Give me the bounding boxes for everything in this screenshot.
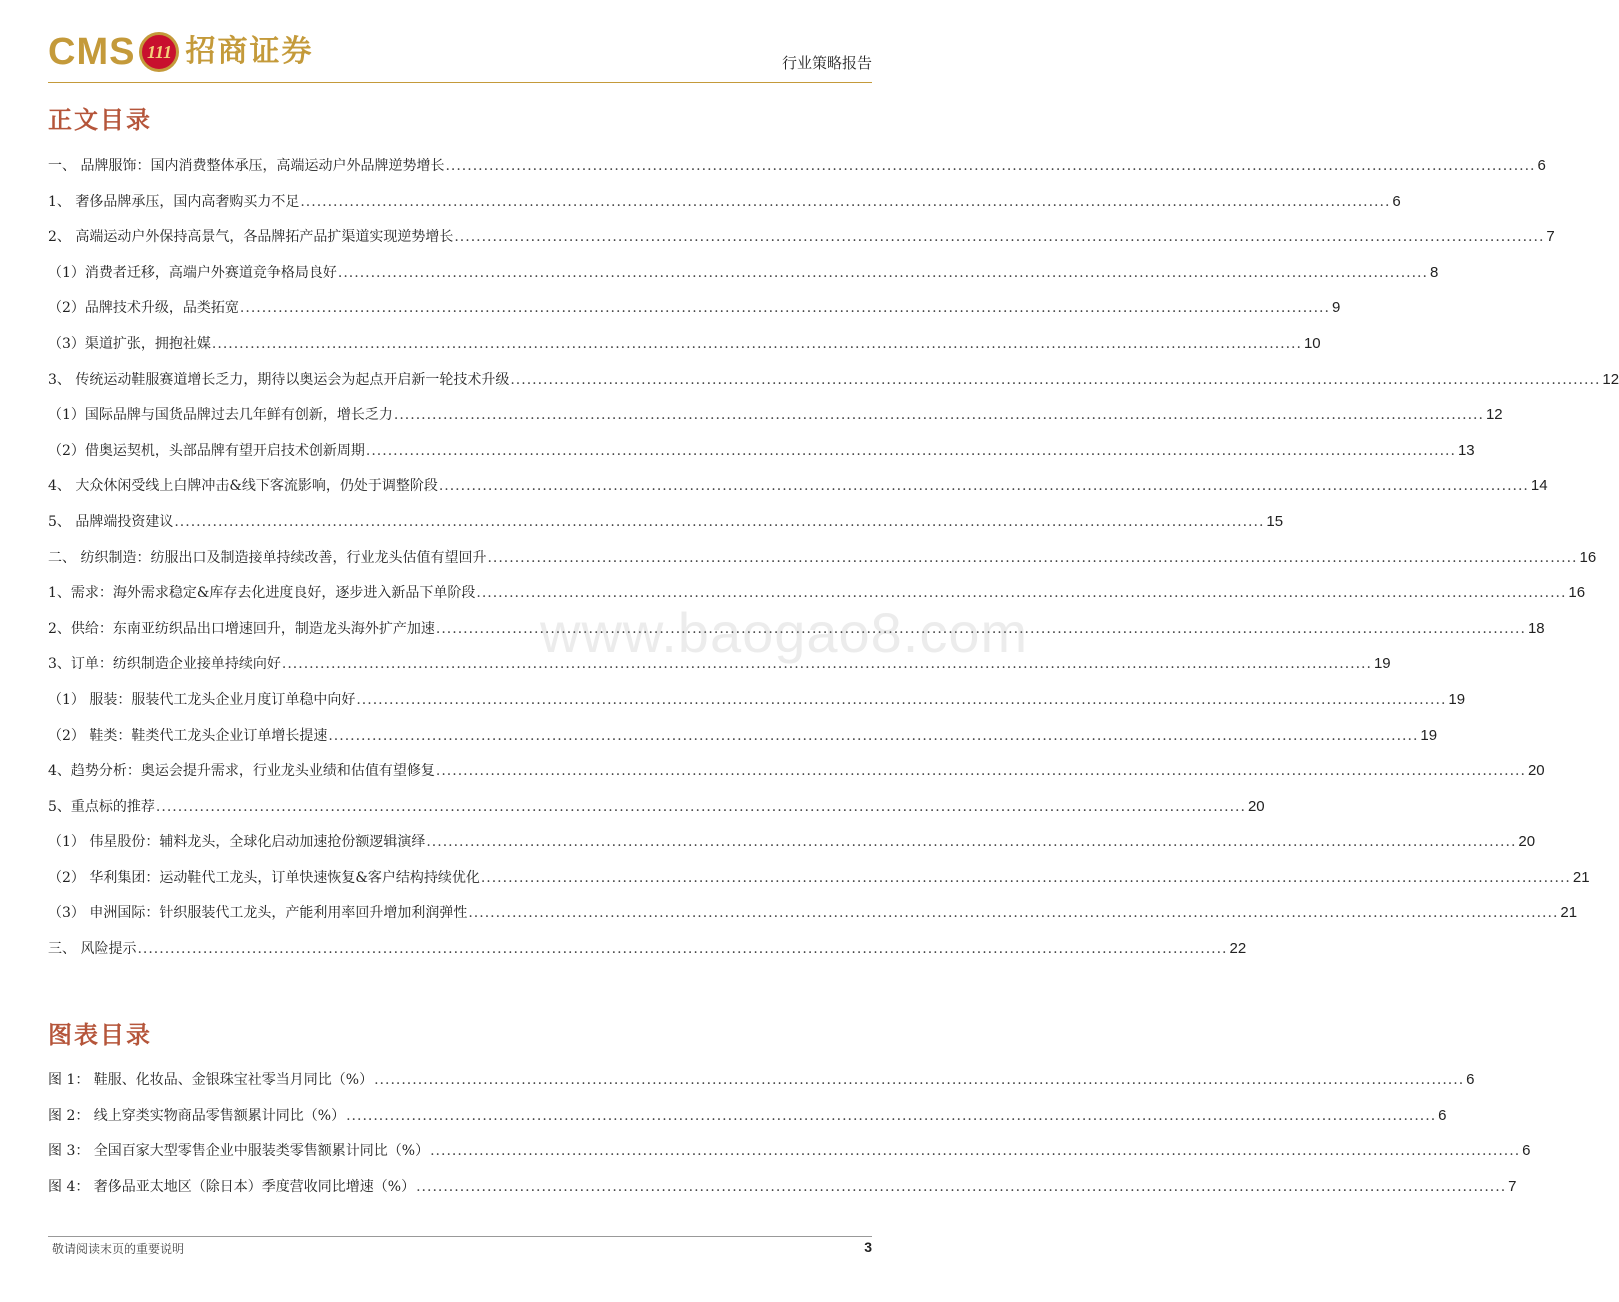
dot-leader xyxy=(416,1175,1506,1199)
figure-entry[interactable] xyxy=(48,1104,1447,1140)
dot-leader xyxy=(212,332,1302,356)
toc-entry-page: 19 xyxy=(1373,655,1391,673)
toc-entry-page: 16 xyxy=(1568,584,1586,602)
toc-entry-page: 20 xyxy=(1247,797,1265,815)
toc-entry-page: 7 xyxy=(1546,228,1555,246)
toc-entry-label: 5、重点标的推荐 xyxy=(48,798,155,815)
figure-entry[interactable] xyxy=(48,1139,1531,1175)
toc-entry[interactable] xyxy=(48,866,1590,902)
dot-leader xyxy=(374,1068,1464,1092)
dot-leader xyxy=(481,866,1571,890)
toc-entry-page: 6 xyxy=(1537,157,1546,174)
toc-entry-page: 10 xyxy=(1303,334,1321,352)
figure-entry-page: 6 xyxy=(1466,1071,1475,1088)
dot-leader xyxy=(328,724,1418,748)
toc-entry-page: 18 xyxy=(1527,619,1545,637)
dot-leader xyxy=(476,581,1566,605)
toc-entry-page: 12 xyxy=(1602,370,1619,388)
toc-entry-page: 6 xyxy=(1392,192,1401,210)
header-divider xyxy=(48,82,872,83)
figure-entry-page: 6 xyxy=(1438,1106,1447,1124)
toc-entry[interactable] xyxy=(48,261,1439,297)
dot-leader xyxy=(439,474,1529,498)
toc-entry-page: 16 xyxy=(1579,548,1597,566)
toc-entry[interactable] xyxy=(48,510,1284,546)
toc-entry-page: 12 xyxy=(1485,406,1503,424)
figure-entry-label: 图 1： 鞋服、化妆品、金银珠宝社零当月同比（%） xyxy=(48,1072,374,1088)
toc-entry-label: 二、 纺织制造：纺服出口及制造接单持续改善，行业龙头估值有望回升 xyxy=(48,549,487,566)
figure-entry[interactable] xyxy=(48,1068,1475,1104)
toc-entry[interactable] xyxy=(48,439,1475,475)
toc-entry-label: 3、 传统运动鞋服赛道增长乏力，期待以奥运会为起点开启新一轮技术升级 xyxy=(48,371,510,388)
logo-cms-text: CMS xyxy=(48,31,136,73)
dot-leader xyxy=(366,439,1456,463)
company-logo xyxy=(48,30,313,74)
toc-entry-page: 15 xyxy=(1266,512,1284,530)
toc-entry-label: （2） 鞋类：鞋类代工龙头企业订单增长提速 xyxy=(48,727,328,744)
toc-entry-page: 22 xyxy=(1229,940,1247,958)
toc-entry-label: （1） 伟星股份：辅料龙头，全球化启动加速抢份额逻辑演绎 xyxy=(48,834,426,851)
dot-leader xyxy=(436,759,1526,783)
toc-entry-label: （3） 申洲国际：针织服装代工龙头，产能利用率回升增加利润弹性 xyxy=(48,905,468,922)
page-number: 3 xyxy=(864,1239,872,1255)
footer-divider xyxy=(48,1236,872,1237)
toc-entry[interactable] xyxy=(48,368,1619,404)
toc-entry-label: 4、 大众休闲受线上白牌冲击&线下客流影响，仍处于调整阶段 xyxy=(48,478,438,495)
toc-entry[interactable] xyxy=(48,154,1546,190)
toc-entry-label: 1、 奢侈品牌承压，国内高奢购买力不足 xyxy=(48,193,300,210)
footer-disclaimer-note: 敬请阅读末页的重要说明 xyxy=(52,1242,185,1256)
report-type-label: 行业策略报告 xyxy=(781,54,872,72)
dot-leader xyxy=(156,795,1246,819)
toc-entry-label: （3）渠道扩张，拥抱社媒 xyxy=(48,335,211,352)
toc-entry-label: 三、 风险提示 xyxy=(48,941,137,958)
figure-index-title: 图表目录 xyxy=(48,1020,152,1049)
figure-entry-page: 6 xyxy=(1522,1142,1531,1160)
figure-entry-label: 图 4： 奢侈品亚太地区（除日本）季度营收同比增速（%） xyxy=(48,1178,416,1195)
toc-entry-page: 20 xyxy=(1527,762,1545,780)
toc-entry-label: （1）国际品牌与国货品牌过去几年鲜有创新，增长乏力 xyxy=(48,407,393,424)
figure-entry-label: 图 3： 全国百家大型零售企业中服装类零售额累计同比（%） xyxy=(48,1143,430,1160)
toc-entry[interactable] xyxy=(48,581,1586,617)
logo-chinese-name: 招商证券 xyxy=(185,34,314,69)
toc-entry-label: 2、 高端运动户外保持高景气，各品牌拓产品扩渠道实现逆势增长 xyxy=(48,229,454,246)
dot-leader xyxy=(426,830,1516,854)
toc-entry-label: 1、需求：海外需求稳定&库存去化进度良好，逐步进入新品下单阶段 xyxy=(48,585,476,602)
figure-entry-page: 7 xyxy=(1508,1177,1517,1195)
logo-badge-icon: 111 xyxy=(139,32,179,72)
toc-entry[interactable] xyxy=(48,830,1536,866)
toc-entry-label: 一、 品牌服饰：国内消费整体承压，高端运动户外品牌逆势增长 xyxy=(48,158,445,174)
toc-entry[interactable] xyxy=(48,937,1247,973)
toc-entry-page: 8 xyxy=(1429,263,1439,281)
toc-entry[interactable] xyxy=(48,332,1321,368)
dot-leader xyxy=(436,617,1526,641)
toc-entry-page: 14 xyxy=(1530,477,1548,495)
dot-leader xyxy=(282,652,1372,676)
toc-entry-page: 9 xyxy=(1331,299,1341,317)
toc-entry-page: 19 xyxy=(1420,726,1438,744)
toc-entry-label: 2、供给：东南亚纺织品出口增速回升，制造龙头海外扩产加速 xyxy=(48,620,435,637)
dot-leader xyxy=(338,261,1428,285)
toc-entry[interactable] xyxy=(48,795,1265,831)
page-header xyxy=(0,0,920,84)
toc-entry-page: 21 xyxy=(1572,868,1590,886)
dot-leader xyxy=(430,1139,1520,1163)
toc-entry-label: 4、趋势分析：奥运会提升需求，行业龙头业绩和估值有望修复 xyxy=(48,763,435,780)
toc-entry[interactable] xyxy=(48,403,1503,439)
toc-entry-label: 5、 品牌端投资建议 xyxy=(48,513,174,530)
dot-leader xyxy=(174,510,1264,534)
figure-entry[interactable] xyxy=(48,1175,1517,1211)
toc-entry-label: （1）消费者迁移，高端户外赛道竞争格局良好 xyxy=(48,264,337,281)
dot-leader xyxy=(445,154,1535,178)
toc-section-title: 正文目录 xyxy=(48,105,152,134)
dot-leader xyxy=(356,688,1446,712)
toc-entry[interactable] xyxy=(48,546,1597,582)
dot-leader xyxy=(240,296,1330,320)
dot-leader xyxy=(454,225,1544,249)
toc-entry-label: （2） 华利集团：运动鞋代工龙头，订单快速恢复&客户结构持续优化 xyxy=(48,869,480,886)
toc-entry-label: （2）品牌技术升级，品类拓宽 xyxy=(48,300,239,317)
toc-entry[interactable] xyxy=(48,724,1438,760)
toc-entry[interactable] xyxy=(48,652,1391,688)
toc-entry[interactable] xyxy=(48,688,1466,724)
toc-entry[interactable] xyxy=(48,759,1545,795)
toc-entry-page: 13 xyxy=(1457,441,1475,459)
watermark: www.baogao8.com xyxy=(540,601,1029,664)
toc-entry-label: （1） 服装：服装代工龙头企业月度订单稳中向好 xyxy=(48,691,356,708)
dot-leader xyxy=(394,403,1484,427)
dot-leader xyxy=(300,190,1390,214)
dot-leader xyxy=(510,368,1600,392)
toc-entry[interactable] xyxy=(48,474,1548,510)
toc-entry-label: （2）借奥运契机，头部品牌有望开启技术创新周期 xyxy=(48,442,365,459)
toc-entry[interactable] xyxy=(48,296,1341,332)
figure-entry-label: 图 2： 线上穿类实物商品零售额累计同比（%） xyxy=(48,1107,346,1124)
toc-entry-page: 20 xyxy=(1518,833,1536,851)
dot-leader xyxy=(468,901,1558,925)
toc-entry[interactable] xyxy=(48,901,1578,937)
toc-entry[interactable] xyxy=(48,225,1555,261)
dot-leader xyxy=(487,546,1577,570)
dot-leader xyxy=(346,1104,1436,1128)
figure-index-list xyxy=(48,1068,1531,1210)
toc-entry-page: 19 xyxy=(1448,690,1466,708)
toc-entry[interactable] xyxy=(48,190,1401,226)
dot-leader xyxy=(137,937,1227,961)
toc-entry-page: 21 xyxy=(1560,904,1578,922)
toc-entry-label: 3、订单：纺织制造企业接单持续向好 xyxy=(48,656,281,673)
